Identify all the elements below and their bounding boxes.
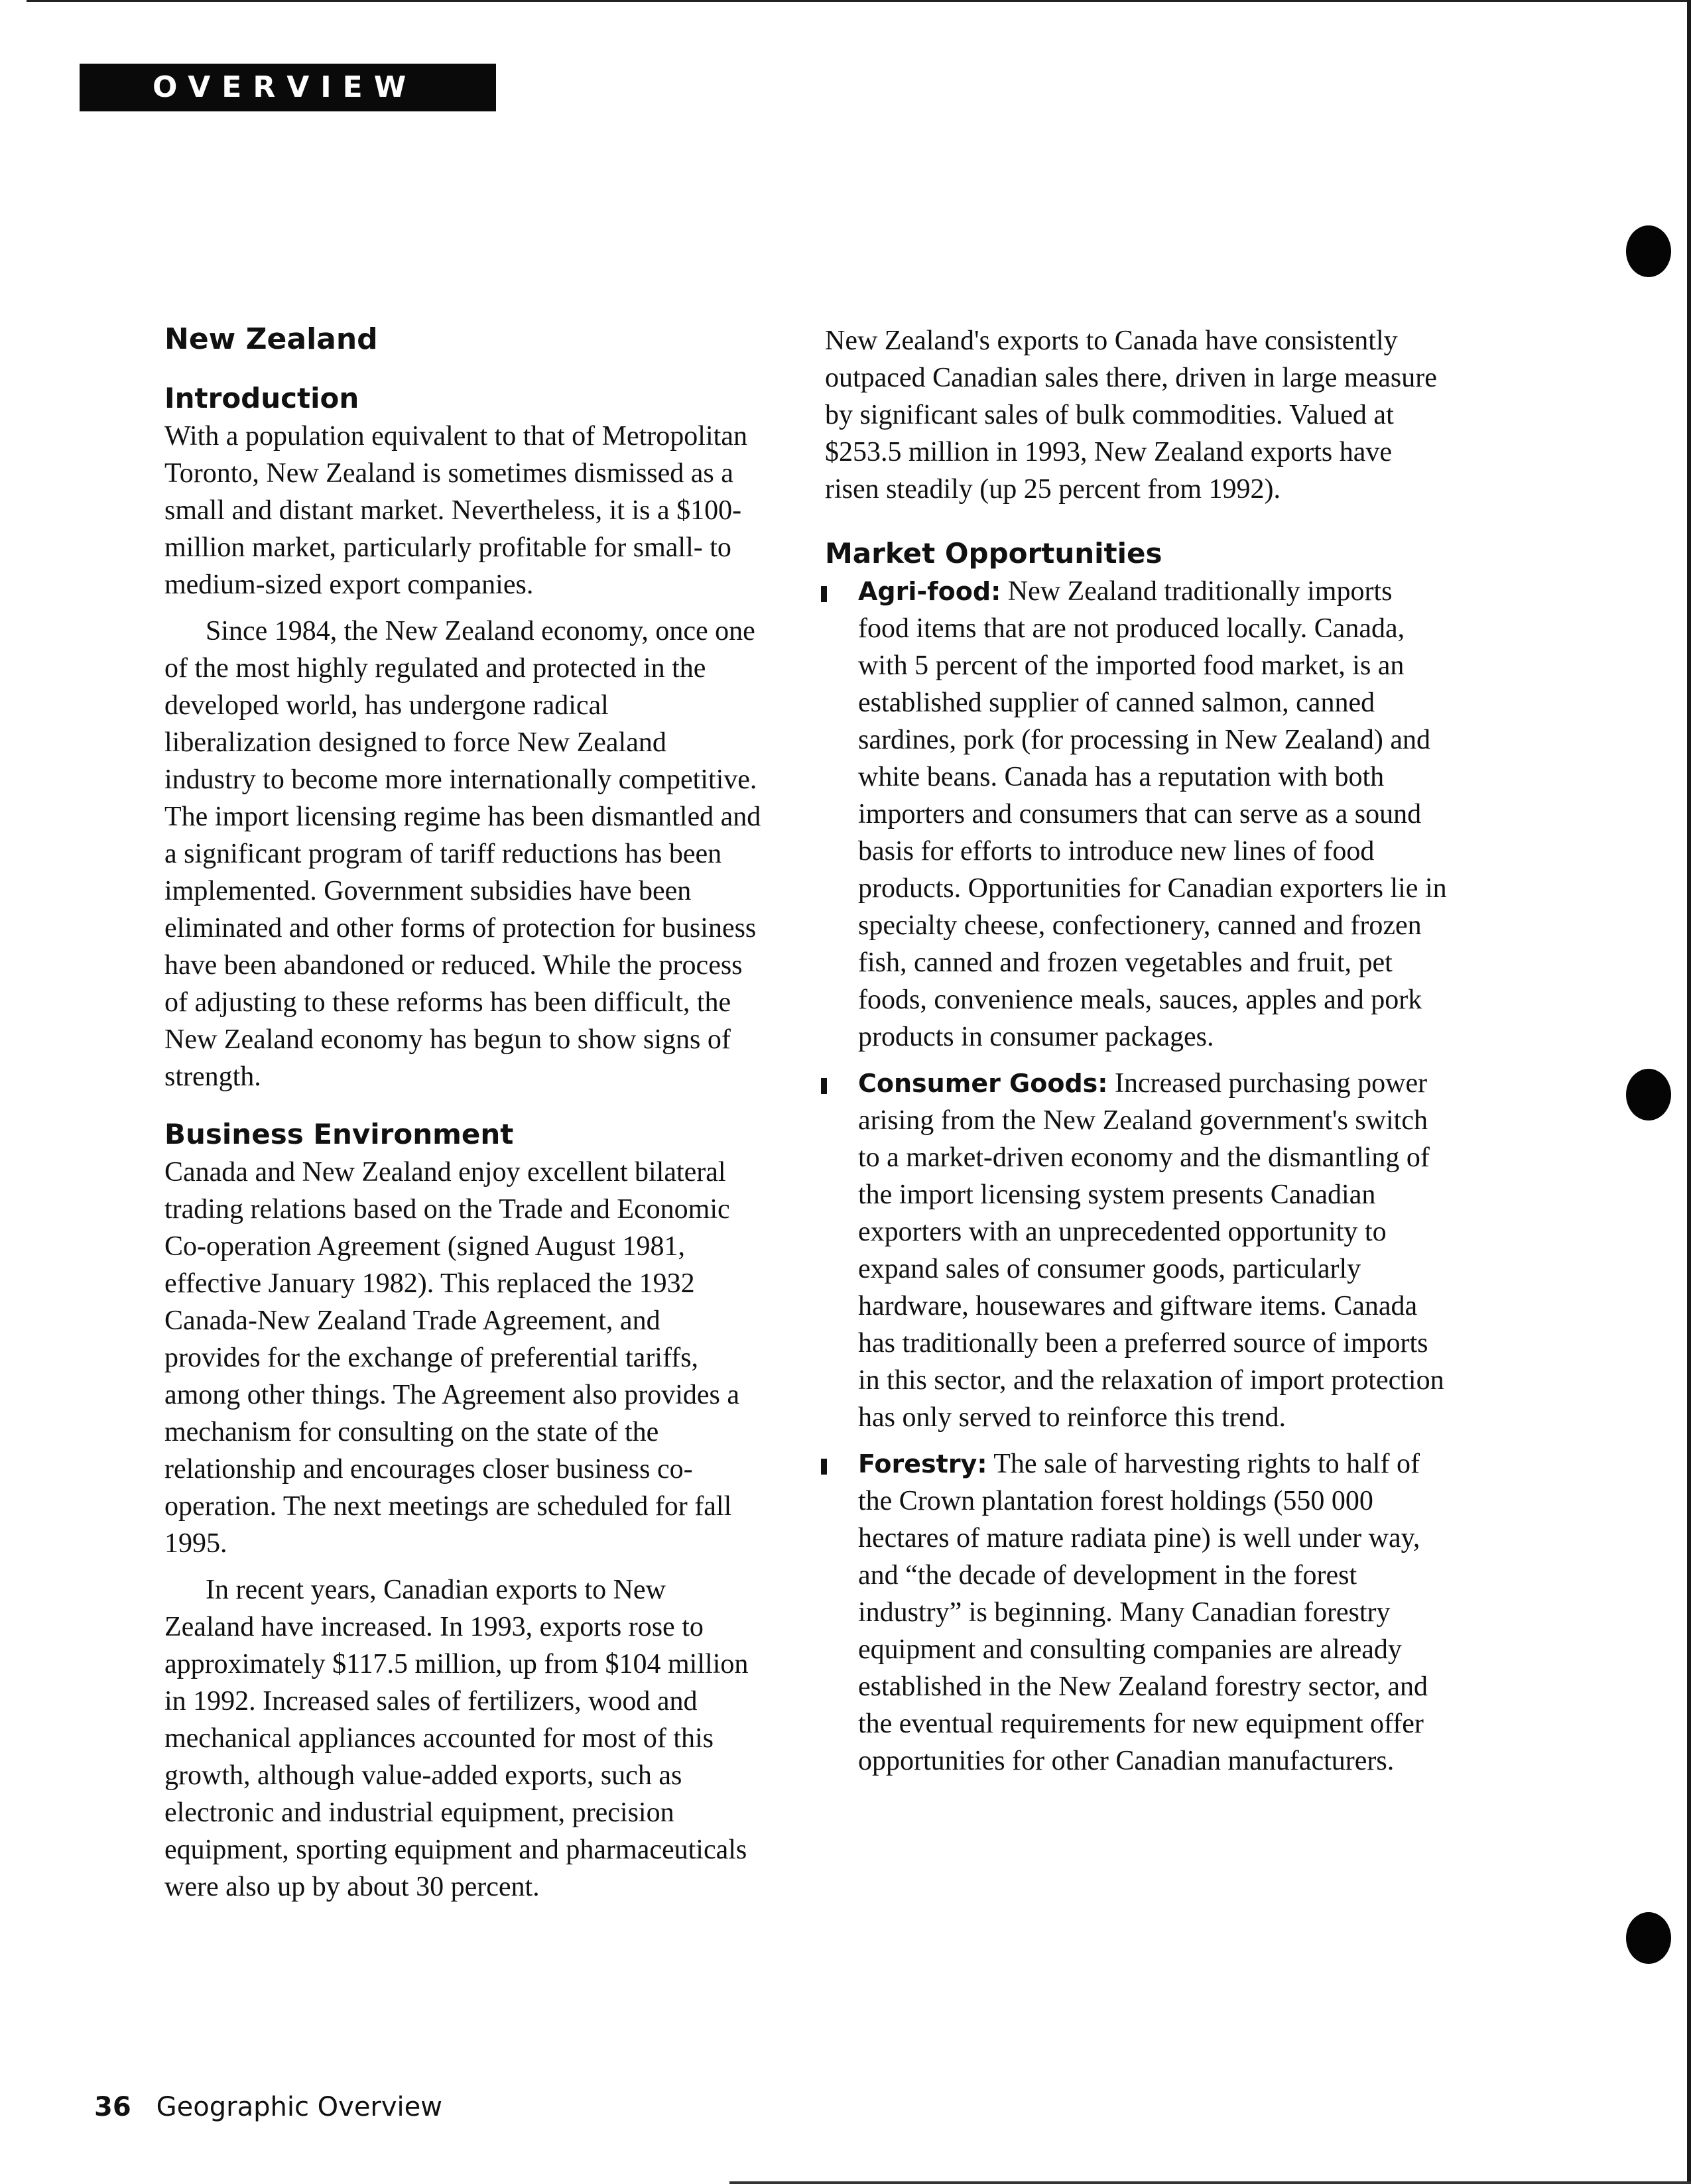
list-item-consumer-goods bbox=[825, 1065, 1448, 1436]
punch-hole-icon bbox=[1626, 225, 1671, 277]
list-item-forestry bbox=[825, 1445, 1448, 1780]
introduction-paragraph-2: Since 1984, the New Zealand economy, once one of the most highly regulated and protected in the developed world, has undergone radical liberalization designed to force New Zealand industry to become more internationally competitive. The import licensing regime has been dismantled and a significant program of tariff reductions has been implemented. Government subsidies have been eliminated and other forms of protection for business have been abandoned or reduced. While the process of adjusting to these reforms has been difficult, the New Zealand economy has begun to show signs of strength. bbox=[164, 616, 761, 1092]
bullet-text: New Zealand traditionally imports food items that are not produced locally. Canada, with 5 percent of the imported food market, is an established supplier of canned salmon, canned sardines, pork (for processing in New Zealand) and white beans. Canada has a reputation with both importers and consumers that can serve as a sound basis for efforts to introduce new lines of food products. Opportunities for Canadian exporters lie in specialty cheese, confectionery, canned and frozen fish, canned and frozen vegetables and fruit, pet foods, convenience meals, sauces, apples and pork products in consumer packages. bbox=[858, 576, 1447, 1052]
business-paragraph-2: In recent years, Canadian exports to New Zealand have increased. In 1993, exports rose to approximately $117.5 million, up from $104 million in 1992. Increased sales of fertilizers, wood and mechanical appliances accounted for most of this growth, although value-added exports, such as electronic and industrial equipment, precision equipment, sporting equipment and pharmaceuticals were also up by about 30 percent. bbox=[164, 1575, 749, 1902]
punch-hole-icon bbox=[1626, 1912, 1671, 1964]
business-paragraph-1: Canada and New Zealand enjoy excellent bilateral trading relations based on the Trade and Economic Co-operation Agreement (signed August 1981, effective January 1982). This replaced the 1932 Canada-New Zealand Trade Agreement, and provides for the exchange of preferential tariffs, among other things. The Agreement also provides a mechanism for consulting on the state of the relationship and encourages closer business co-operation. The next meetings are scheduled for fall 1995. bbox=[164, 1157, 740, 1559]
section-header-banner bbox=[80, 64, 496, 111]
business-environment-heading: Business Environment bbox=[164, 1118, 514, 1150]
bullet-text: The sale of harvesting rights to half of the Crown plantation forest holdings (550 000 hectares of mature radiata pine) is well under way, and “the decade of development in the forest industry” is beginning. Many Canadian forestry equipment and consulting companies are already established in the New Zealand forestry sector, and the eventual requirements for new equipment offer opportunities for other Canadian manufacturers. bbox=[858, 1449, 1428, 1776]
bullet-icon bbox=[821, 1459, 827, 1475]
list-item-agri-food bbox=[825, 573, 1448, 1056]
section-header-label: OVERVIEW bbox=[153, 70, 418, 104]
page-footer bbox=[94, 2092, 442, 2122]
scan-edge-bottom bbox=[729, 2181, 1691, 2184]
scan-edge-right bbox=[1687, 0, 1691, 2184]
introduction-heading: Introduction bbox=[164, 382, 359, 414]
bullet-lead: Consumer Goods: bbox=[858, 1069, 1108, 1098]
right-column bbox=[825, 322, 1448, 1780]
bullet-icon bbox=[821, 1078, 827, 1094]
market-opportunities-heading: Market Opportunities bbox=[825, 537, 1162, 570]
page-title: New Zealand bbox=[164, 322, 378, 356]
bullet-text: Increased purchasing power arising from the New Zealand government's switch to a market-driven economy and the dismantling of the import licensing system presents Canadian exporters with an unprecedented opportunity to expand sales of consumer goods, particularly hardware, housewares and giftware items. Canada has traditionally been a preferred source of imports in this sector, and the relaxation of import protection has only served to reinforce this trend. bbox=[858, 1068, 1444, 1433]
exports-paragraph: New Zealand's exports to Canada have consistently outpaced Canadian sales there, driven in large measure by significant sales of bulk commodities. Valued at $253.5 million in 1993, New Zealand exports have risen steadily (up 25 percent from 1992). bbox=[825, 326, 1437, 505]
punch-hole-icon bbox=[1626, 1069, 1671, 1121]
scan-edge-top bbox=[27, 0, 1691, 2]
footer-section-label: Geographic Overview bbox=[156, 2092, 442, 2122]
bullet-lead: Agri-food: bbox=[858, 577, 1001, 606]
bullet-lead: Forestry: bbox=[858, 1449, 987, 1479]
left-column bbox=[164, 320, 761, 1906]
introduction-paragraph-1: With a population equivalent to that of Metropolitan Toronto, New Zealand is sometimes dismissed as a small and distant market. Nevertheless, it is a $100-million market, particularly profitable for small- to medium-sized export companies. bbox=[164, 421, 747, 600]
page-number: 36 bbox=[94, 2092, 131, 2122]
bullet-icon bbox=[821, 586, 827, 602]
